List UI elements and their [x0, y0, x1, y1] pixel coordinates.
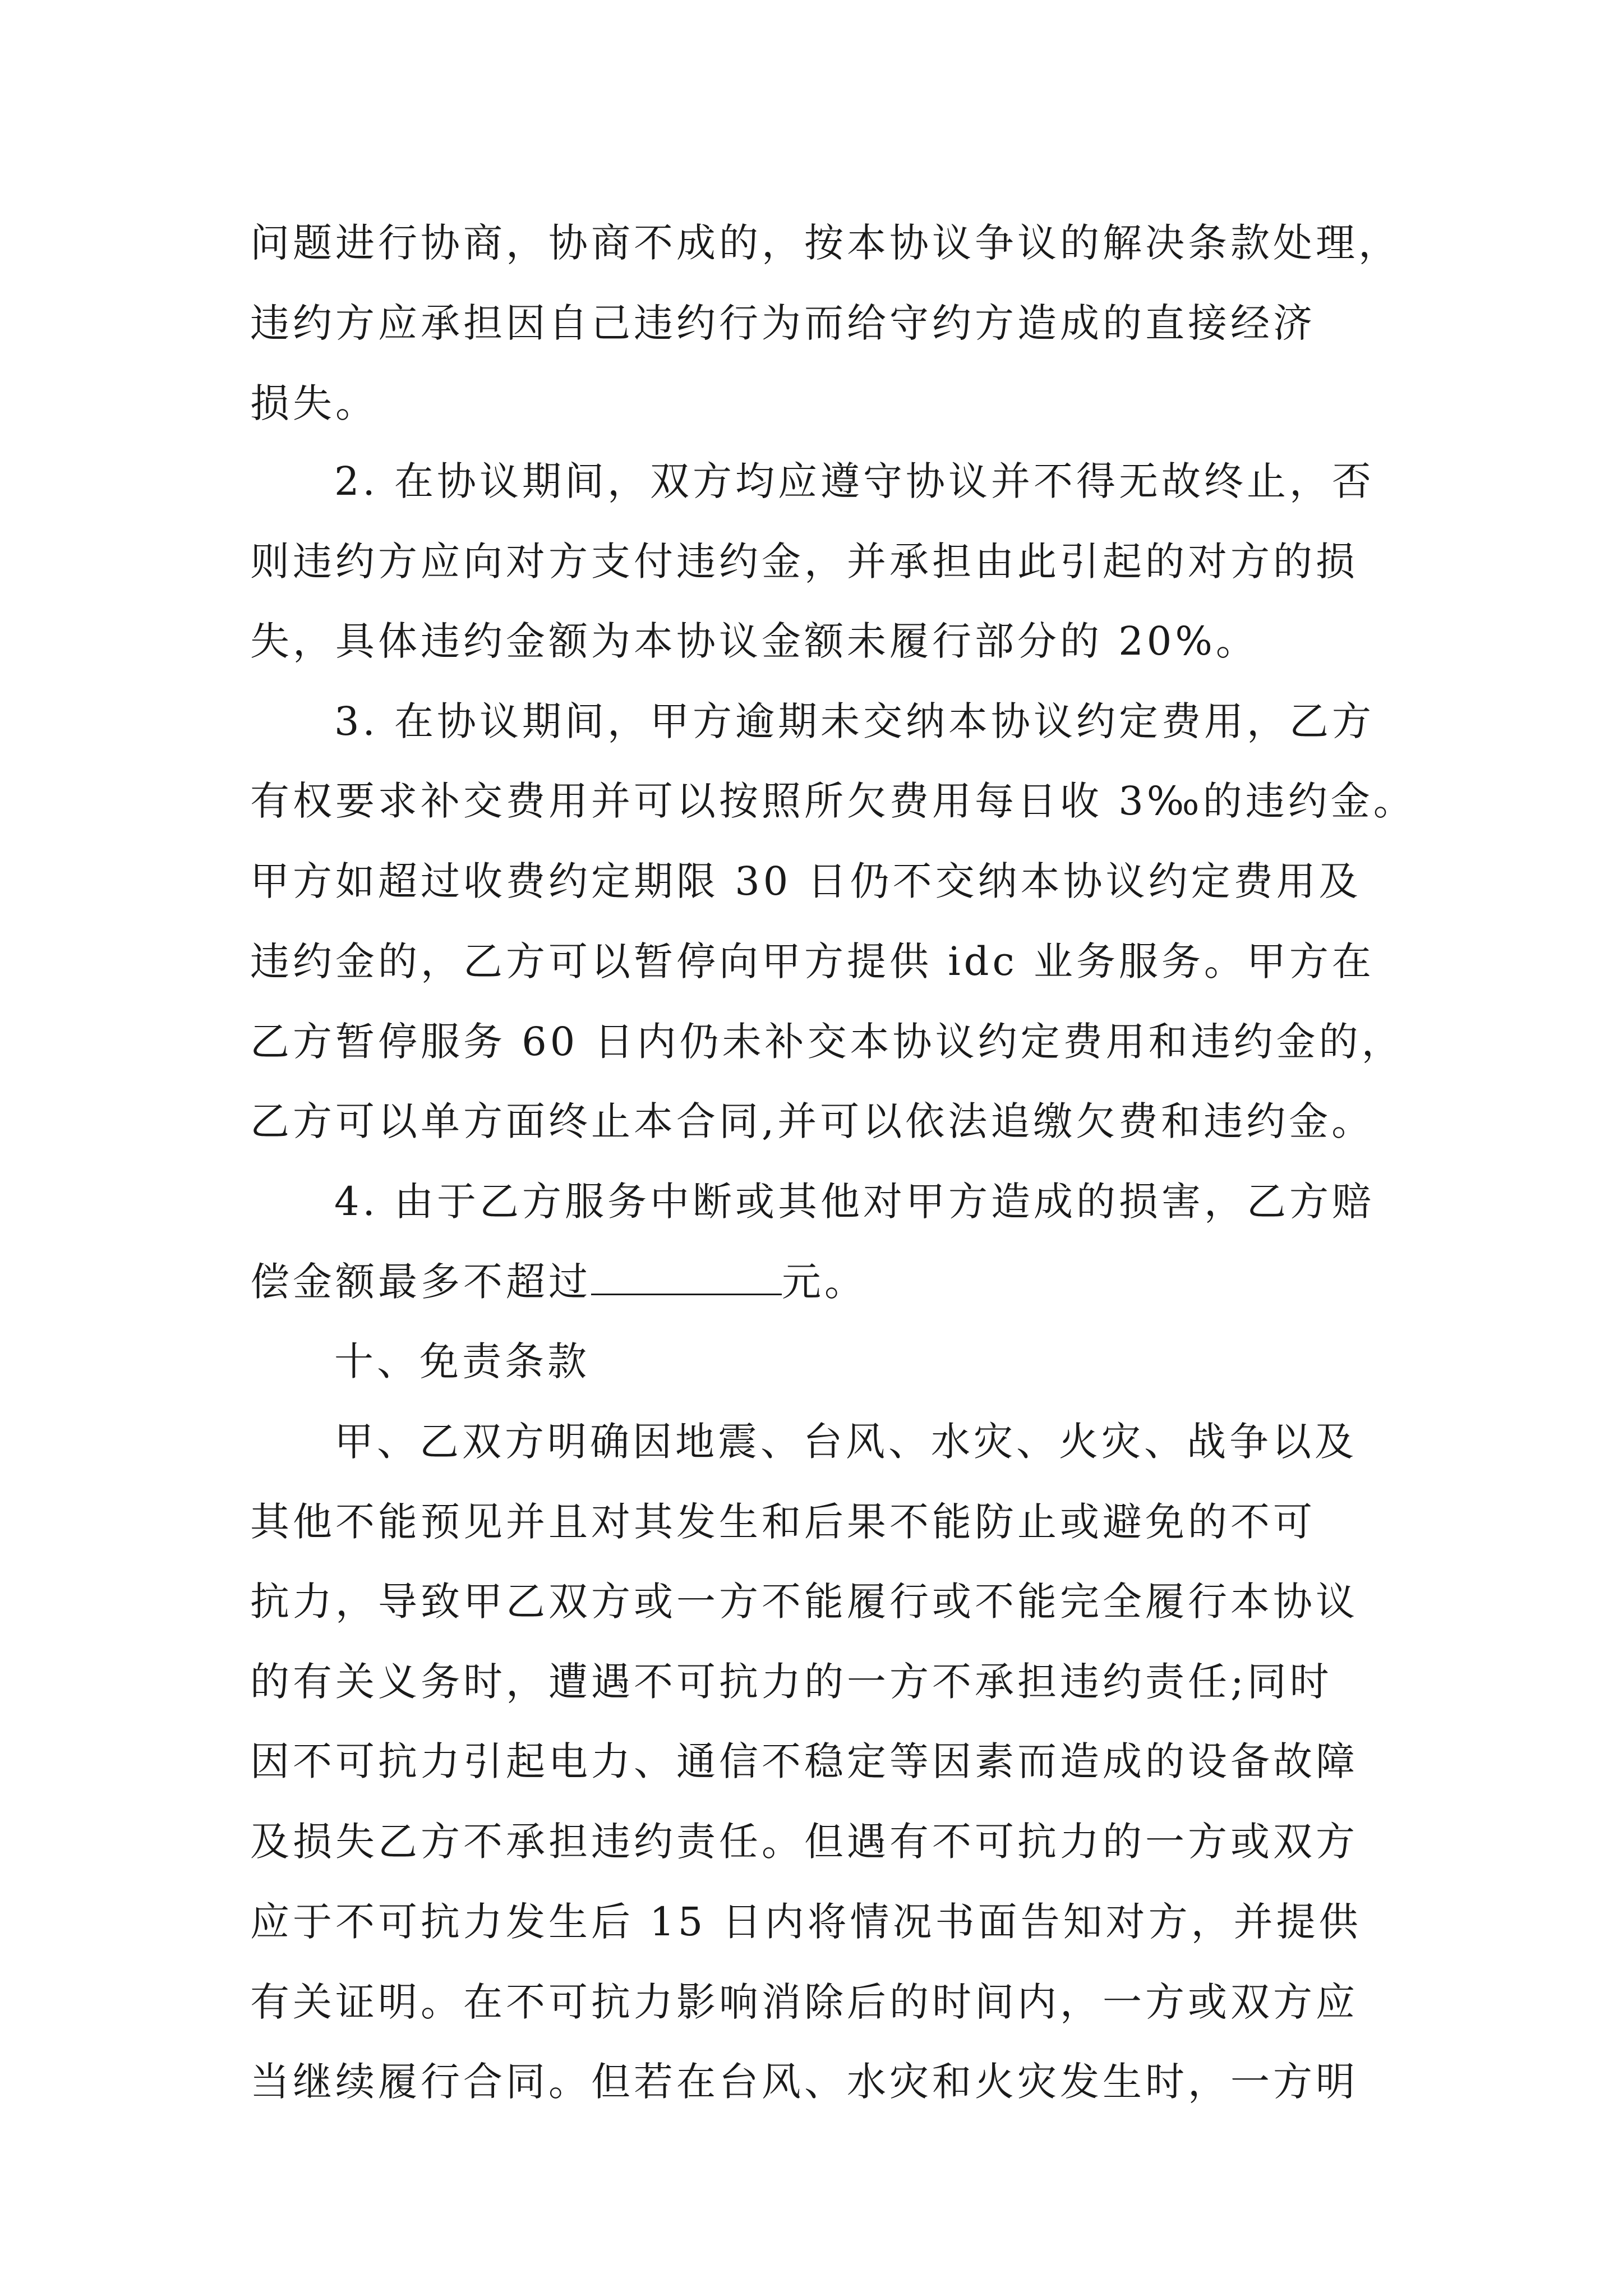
paragraph-line: 应于不可抗力发生后 15 日内将情况书面告知对方，并提供 [250, 1899, 1362, 1945]
paragraph-line-with-blank [250, 1257, 867, 1307]
paragraph-line: 其他不能预见并且对其发生和后果不能防止或避免的不可 [250, 1499, 1316, 1545]
paragraph-line: 抗力，导致甲乙双方或一方不能履行或不能完全履行本协议 [250, 1579, 1358, 1625]
paragraph-text: 元。 [782, 1259, 867, 1305]
paragraph-line: 问题进行协商，协商不成的，按本协议争议的解决条款处理， [250, 220, 1401, 266]
paragraph-line: 失，具体违约金额为本协议金额未履行部分的 20%。 [250, 618, 1258, 664]
paragraph-line: 甲方如超过收费约定期限 30 日仍不交纳本协议约定费用及 [250, 858, 1362, 904]
paragraph-text: 偿金额最多不超过 [250, 1259, 591, 1305]
fill-in-blank[interactable] [591, 1259, 782, 1295]
paragraph-line: 的有关义务时，遭遇不可抗力的一方不承担违约责任;同时 [250, 1659, 1332, 1705]
paragraph-line: 违约金的，乙方可以暂停向甲方提供 idc 业务服务。甲方在 [250, 938, 1375, 984]
paragraph-line: 甲、乙双方明确因地震、台风、水灾、火灾、战争以及 [334, 1419, 1357, 1465]
paragraph-line: 有关证明。在不可抗力影响消除后的时间内，一方或双方应 [250, 1979, 1358, 2025]
paragraph-line: 2. 在协议期间，双方均应遵守协议并不得无故终止，否 [334, 458, 1375, 504]
paragraph-line: 4. 由于乙方服务中断或其他对甲方造成的损害，乙方赔 [334, 1179, 1375, 1225]
paragraph-line: 乙方暂停服务 60 日内仍未补交本协议约定费用和违约金的， [250, 1019, 1404, 1065]
paragraph-line: 及损失乙方不承担违约责任。但遇有不可抗力的一方或双方 [250, 1819, 1358, 1865]
section-heading: 十、免责条款 [334, 1338, 590, 1384]
paragraph-line: 损失。 [250, 380, 378, 426]
paragraph-line: 当继续履行合同。但若在台风、水灾和火灾发生时，一方明 [250, 2059, 1358, 2105]
paragraph-line: 因不可抗力引起电力、通信不稳定等因素而造成的设备故障 [250, 1738, 1358, 1784]
paragraph-line: 乙方可以单方面终止本合同,并可以依法追缴欠费和违约金。 [250, 1098, 1375, 1144]
paragraph-line: 违约方应承担因自己违约行为而给守约方造成的直接经济 [250, 300, 1316, 346]
paragraph-line: 则违约方应向对方支付违约金，并承担由此引起的对方的损 [250, 539, 1358, 585]
paragraph-line: 有权要求补交费用并可以按照所欠费用每日收 3‰的违约金。 [250, 778, 1416, 824]
paragraph-line: 3. 在协议期间，甲方逾期未交纳本协议约定费用，乙方 [334, 698, 1375, 744]
